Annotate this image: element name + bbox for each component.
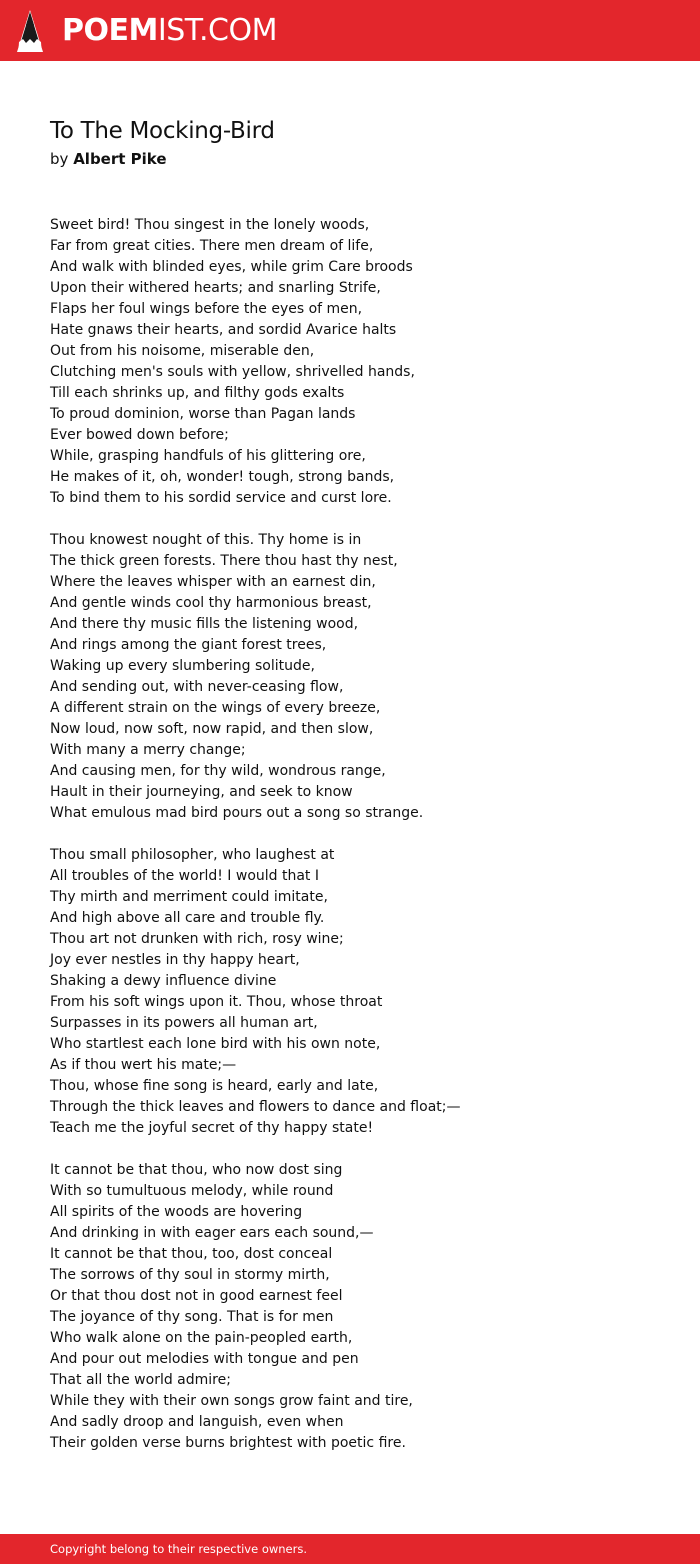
poem-line: It cannot be that thou, who now dost sing xyxy=(50,1162,343,1178)
poem-line: And walk with blinded eyes, while grim Care broods xyxy=(50,259,413,275)
site-header xyxy=(0,0,700,61)
poem-container xyxy=(50,115,660,1475)
poem-line: Who startlest each lone bird with his own note, xyxy=(50,1036,381,1052)
stanza xyxy=(50,530,660,824)
poem-line: And pour out melodies with tongue and pen xyxy=(50,1351,359,1367)
poem-line: Clutching men's souls with yellow, shrivelled hands, xyxy=(50,364,415,380)
poem-line: The joyance of thy song. That is for men xyxy=(50,1309,334,1325)
poem-line: Waking up every slumbering solitude, xyxy=(50,658,315,674)
poem-line: Now loud, now soft, now rapid, and then slow, xyxy=(50,721,374,737)
poem-line: Through the thick leaves and flowers to dance and float;— xyxy=(50,1099,461,1115)
poem-title: To The Mocking-Bird xyxy=(50,118,275,144)
poem-line: Thou art not drunken with rich, rosy wine; xyxy=(50,931,344,947)
poem-line: While, grasping handfuls of his glittering ore, xyxy=(50,448,366,464)
poem-line: While they with their own songs grow faint and tire, xyxy=(50,1393,413,1409)
poem-line: The thick green forests. There thou hast thy nest, xyxy=(50,553,398,569)
poem-line: It cannot be that thou, too, dost conceal xyxy=(50,1246,333,1262)
poem-line: Thou, whose fine song is heard, early and late, xyxy=(50,1078,379,1094)
poem-line: And rings among the giant forest trees, xyxy=(50,637,327,653)
poem-line: And drinking in with eager ears each sound,— xyxy=(50,1225,374,1241)
poem-line: And sending out, with never-ceasing flow, xyxy=(50,679,344,695)
poem-line: Ever bowed down before; xyxy=(50,427,229,443)
poem-line: Where the leaves whisper with an earnest din, xyxy=(50,574,376,590)
poem-line: And high above all care and trouble fly. xyxy=(50,910,325,926)
poem-line: Surpasses in its powers all human art, xyxy=(50,1015,318,1031)
poem-line: Flaps her foul wings before the eyes of men, xyxy=(50,301,363,317)
poem-line: Far from great cities. There men dream of life, xyxy=(50,238,374,254)
site-footer xyxy=(0,1534,700,1564)
poem-line: Who walk alone on the pain-peopled earth, xyxy=(50,1330,353,1346)
poem-line: A different strain on the wings of every breeze, xyxy=(50,700,381,716)
site-logo[interactable] xyxy=(62,12,277,50)
poem-line: With many a merry change; xyxy=(50,742,246,758)
poem-line: What emulous mad bird pours out a song so strange. xyxy=(50,805,424,821)
stanza xyxy=(50,1160,660,1454)
poem-line: Sweet bird! Thou singest in the lonely woods, xyxy=(50,217,370,233)
poem-line: And there thy music fills the listening wood, xyxy=(50,616,359,632)
poem-line: To proud dominion, worse than Pagan lands xyxy=(50,406,356,422)
poem-line: Hate gnaws their hearts, and sordid Avarice halts xyxy=(50,322,397,338)
copyright-notice: Copyright belong to their respective owners. xyxy=(50,1542,308,1556)
byline xyxy=(50,148,660,170)
by-label: by xyxy=(50,150,69,168)
poem-line: That all the world admire; xyxy=(50,1372,231,1388)
poem-line: And sadly droop and languish, even when xyxy=(50,1414,344,1430)
logo-bold-text: POEM xyxy=(62,13,158,48)
poem-line: And causing men, for thy wild, wondrous range, xyxy=(50,763,386,779)
poem-line: Or that thou dost not in good earnest feel xyxy=(50,1288,343,1304)
logo-light-text: IST.COM xyxy=(157,13,277,48)
poem-line: From his soft wings upon it. Thou, whose throat xyxy=(50,994,383,1010)
poem-line: Upon their withered hearts; and snarling Strife, xyxy=(50,280,381,296)
poem-line: With so tumultuous melody, while round xyxy=(50,1183,334,1199)
poem-line: All troubles of the world! I would that I xyxy=(50,868,320,884)
pencil-tip-icon[interactable] xyxy=(17,10,43,52)
poem-line: Till each shrinks up, and filthy gods exalts xyxy=(50,385,345,401)
poem-line: Out from his noisome, miserable den, xyxy=(50,343,315,359)
poem-line: Hault in their journeying, and seek to know xyxy=(50,784,353,800)
poem-line: And gentle winds cool thy harmonious breast, xyxy=(50,595,372,611)
poem-line: Thou knowest nought of this. Thy home is in xyxy=(50,532,362,548)
poem-line: Teach me the joyful secret of thy happy state! xyxy=(50,1120,374,1136)
poem-line: Thy mirth and merriment could imitate, xyxy=(50,889,328,905)
poem-body xyxy=(50,215,660,1454)
poem-line: To bind them to his sordid service and curst lore. xyxy=(50,490,392,506)
stanza xyxy=(50,845,660,1139)
poem-line: He makes of it, oh, wonder! tough, strong bands, xyxy=(50,469,395,485)
stanza xyxy=(50,215,660,509)
poem-line: The sorrows of thy soul in stormy mirth, xyxy=(50,1267,330,1283)
poem-line: As if thou wert his mate;— xyxy=(50,1057,237,1073)
poem-line: All spirits of the woods are hovering xyxy=(50,1204,303,1220)
author-name: Albert Pike xyxy=(73,150,167,168)
poem-line: Joy ever nestles in thy happy heart, xyxy=(50,952,300,968)
poem-line: Thou small philosopher, who laughest at xyxy=(50,847,335,863)
poem-line: Their golden verse burns brightest with poetic fire. xyxy=(50,1435,406,1451)
poem-line: Shaking a dewy influence divine xyxy=(50,973,277,989)
